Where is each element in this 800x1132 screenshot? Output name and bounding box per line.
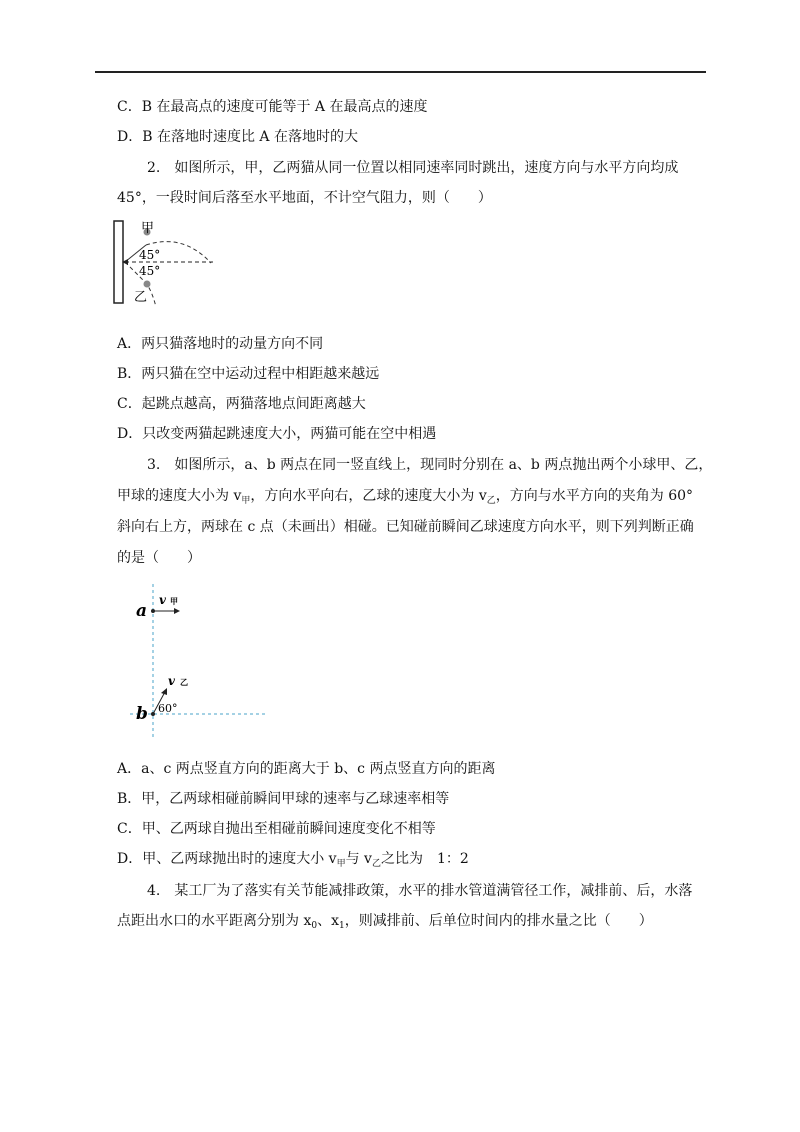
- q4-line2-post: ，则减排前、后单位时间内的排水量之比（ ）: [344, 913, 653, 929]
- v-jia-sub: 甲: [169, 596, 178, 606]
- q2-option-d: D．只改变两猫起跳速度大小，两猫可能在空中相遇: [117, 426, 437, 442]
- v-jia-letter: v: [159, 593, 166, 607]
- q3-d-mid: 与 v: [345, 851, 372, 867]
- q3-option-b: B．甲，乙两球相碰前瞬间甲球的速率与乙球速率相等: [117, 791, 450, 807]
- q2-figure: [108, 215, 228, 310]
- label-v-yi: [168, 674, 188, 688]
- q4-line2-sub0: 0: [311, 921, 318, 931]
- wall: [114, 221, 123, 303]
- q3-option-c: C．甲、乙两球自抛出至相碰前瞬间速度变化不相等: [117, 821, 436, 837]
- angle-bottom: 45°: [139, 264, 161, 278]
- q2-option-a: A．两只猫落地时的动量方向不同: [117, 336, 324, 352]
- q4-line2-pre: 点距出水口的水平距离分别为 x: [117, 913, 312, 929]
- label-a: a: [136, 601, 148, 621]
- label-yi: 乙: [134, 290, 148, 305]
- option-d-prev: D．B 在落地时速度比 A 在落地时的大: [117, 129, 358, 145]
- q4-stem-line2: [117, 911, 653, 936]
- q3-line2-mid: ，方向水平向右，乙球的速度大小为 v: [250, 488, 487, 504]
- q3-option-a: A．a、c 两点竖直方向的距离大于 b、c 两点竖直方向的距离: [117, 761, 496, 777]
- label-v-jia: [159, 593, 178, 607]
- cat-yi: [144, 281, 151, 288]
- q3-d-sub2: 乙: [371, 859, 381, 869]
- q3-stem-line4: 的是（ ）: [117, 550, 201, 566]
- q2-option-c: C．起跳点越高，两猫落地点间距离越大: [117, 396, 366, 412]
- q3-d-sub1: 甲: [336, 859, 346, 869]
- q4-stem-line1: 4. 某工厂为了落实有关节能减排政策，水平的排水管道满管径工作，减排前、后，水落: [147, 883, 693, 899]
- angle-60: 60°: [158, 702, 178, 715]
- q3-line2-post: ，方向与水平方向的夹角为 60°: [495, 488, 694, 504]
- arrow-right-icon: [174, 608, 180, 614]
- q3-d-pre: D．甲、乙两球抛出时的速度大小 v: [117, 851, 337, 867]
- q3-line2-sub1: 甲: [241, 496, 251, 506]
- q3-d-post: 之比为 1：2: [380, 851, 469, 867]
- label-b: b: [136, 704, 148, 724]
- q2-stem-line1: 2. 如图所示，甲，乙两猫从同一位置以相同速率同时跳出，速度方向与水平方向均成: [147, 160, 679, 176]
- q3-stem-line1: 3. 如图所示，a、b 两点在同一竖直线上，现同时分别在 a、b 两点抛出两个小球甲、乙，: [147, 457, 713, 473]
- q3-line2-sub2: 乙: [486, 496, 496, 506]
- q3-line2-pre: 甲球的速度大小为 v: [117, 488, 242, 504]
- q3-option-d: [117, 849, 469, 874]
- q3-stem-line3: 斜向右上方，两球在 c 点（未画出）相碰。已知碰前瞬间乙球速度方向水平，则下列判断正确: [117, 519, 694, 535]
- q3-stem-line2: [117, 486, 693, 511]
- q2-option-b: B．两只猫在空中运动过程中相距越来越远: [117, 366, 380, 382]
- q2-stem-line2: 45°，一段时间后落至水平地面，不计空气阻力，则（ ）: [117, 190, 492, 206]
- q4-line2-sub1: 1: [339, 921, 345, 931]
- q3-figure: [130, 582, 270, 742]
- arrow-up-right-icon: [161, 688, 167, 695]
- q4-line2-mid: 、x: [317, 913, 339, 929]
- angle-top: 45°: [139, 248, 161, 262]
- label-jia: 甲: [141, 221, 155, 236]
- v-yi-sub: 乙: [179, 677, 188, 687]
- header-rule: [95, 71, 706, 73]
- v-yi-letter: v: [168, 674, 175, 688]
- option-c-prev: C．B 在最高点的速度可能等于 A 在最高点的速度: [117, 99, 428, 115]
